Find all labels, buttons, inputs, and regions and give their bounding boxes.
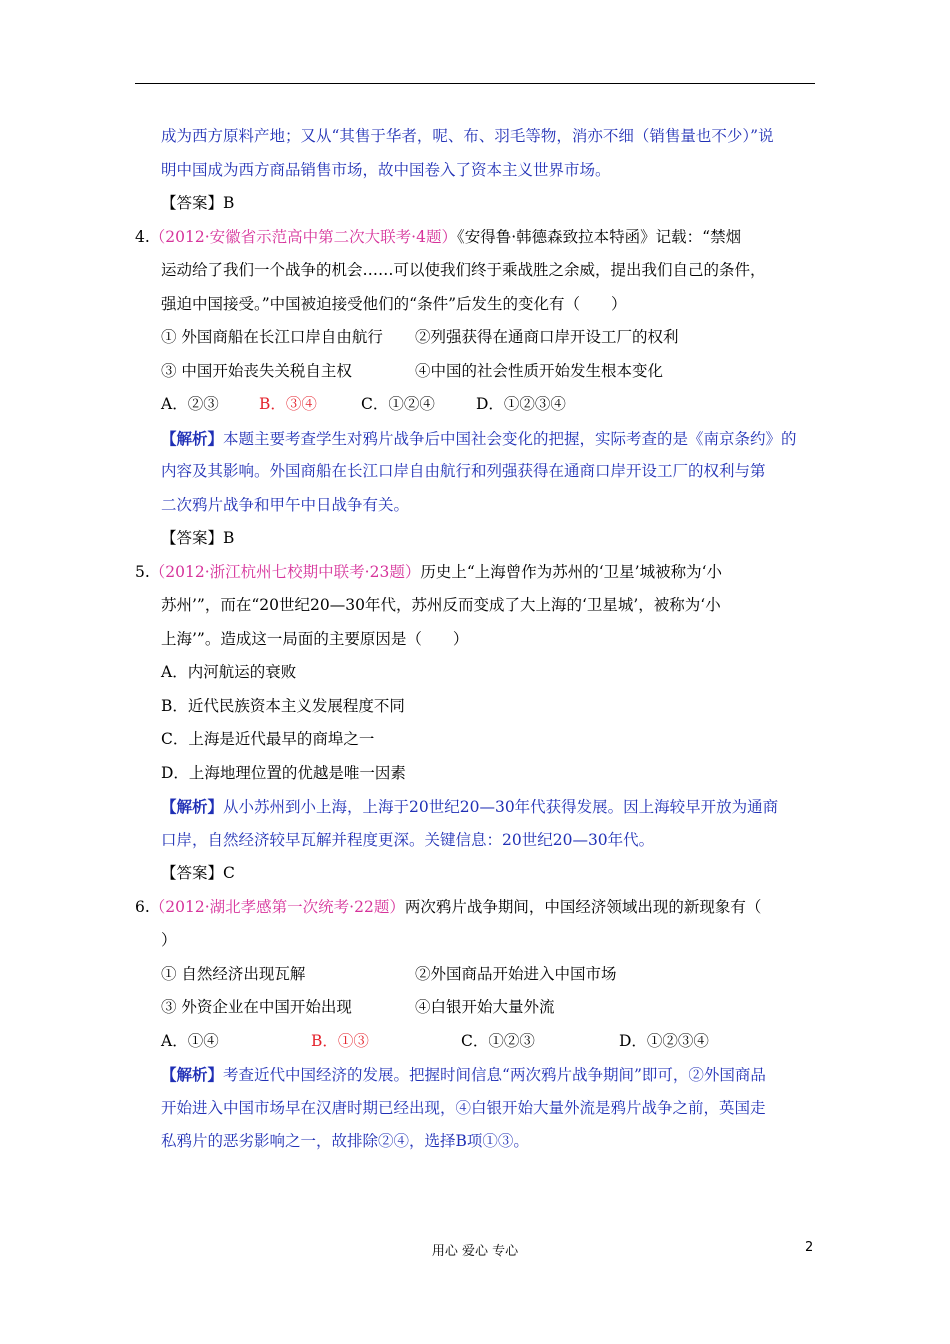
- question-source: （2012·浙江杭州七校期中联考·23题）: [149, 562, 421, 581]
- option-d: D．①②③④: [476, 395, 566, 413]
- question-text: 历史上“上海曾作为苏州的‘卫星’城被称为‘小: [420, 562, 723, 581]
- header-rule: [135, 83, 815, 84]
- analysis-line: 开始进入中国市场早在汉唐时期已经出现，④白银开始大量外流是鸦片战争之前，英国走: [161, 1098, 766, 1117]
- answer-value: B: [223, 194, 235, 212]
- item: ③ 外资企业在中国开始出现: [161, 998, 352, 1016]
- question-text: 《安得鲁·韩德森致拉本特函》记载：“禁烟: [456, 227, 742, 246]
- option-c: C．上海是近代最早的商埠之一: [161, 730, 375, 748]
- item: ③ 中国开始丧失关税自主权: [161, 361, 352, 380]
- option-a: A．②③: [161, 395, 219, 413]
- option-d: D．①②③④: [619, 1031, 709, 1050]
- question-number: 4.: [135, 227, 150, 246]
- item-row: [135, 321, 825, 355]
- answer-label: 【答案】: [161, 194, 224, 212]
- item-row: [135, 355, 825, 389]
- question-6-stem: [135, 891, 825, 925]
- options-row: [135, 388, 825, 422]
- page-body: [135, 120, 825, 1159]
- question-source: （2012·安徽省示范高中第二次大联考·4题）: [149, 227, 457, 246]
- analysis-line: 成为西方原料产地；又从“其售于华者，呢、布、羽毛等物，消亦不细（销售量也不少）”说: [161, 127, 774, 145]
- analysis-line: [135, 790, 825, 824]
- options-row: [135, 1025, 825, 1059]
- analysis-line: 口岸，自然经济较早瓦解并程度更深。关键信息：20世纪20—30年代。: [161, 830, 655, 849]
- question-text: ）: [161, 931, 177, 949]
- answer-label: 【答案】: [161, 529, 224, 547]
- analysis-label: 【解析】: [161, 1065, 224, 1084]
- question-number: 5.: [135, 562, 150, 581]
- question-text: 苏州’”，而在“20世纪20—30年代，苏州反而变成了大上海的‘卫星城’，被称为‘小: [161, 596, 721, 614]
- question-text: 两次鸦片战争期间，中国经济领域出现的新现象有（: [404, 897, 762, 916]
- analysis-text: 考查近代中国经济的发展。把握时间信息“两次鸦片战争期间”即可，②外国商品: [223, 1066, 766, 1084]
- answer-value: C: [223, 864, 235, 882]
- item-row: [135, 958, 825, 992]
- question-number: 6.: [135, 897, 150, 916]
- footer-motto: 用心 爱心 专心: [431, 1244, 519, 1259]
- item: ① 外国商船在长江口岸自由航行: [161, 328, 383, 346]
- answer-line: [135, 522, 825, 556]
- question-text: 上海’”。造成这一局面的主要原因是（ ）: [161, 629, 469, 648]
- option-c: C．①②③: [461, 1031, 535, 1050]
- answer-line: [135, 857, 825, 891]
- analysis-label: 【解析】: [161, 428, 224, 448]
- analysis-line: [135, 422, 825, 456]
- option-a: A．①④: [161, 1031, 219, 1050]
- answer-line: [135, 187, 825, 221]
- question-text: 运动给了我们一个战争的机会……可以使我们终于乘战胜之余威，提出我们自己的条件，: [161, 261, 766, 279]
- item: ②外国商品开始进入中国市场: [415, 964, 617, 983]
- analysis-line: 内容及其影响。外国商船在长江口岸自由航行和列强获得在通商口岸开设工厂的权利与第: [161, 462, 766, 480]
- option-c: C．①②④: [361, 395, 435, 413]
- answer-label: 【答案】: [161, 864, 224, 882]
- analysis-line: 私鸦片的恶劣影响之一，故排除②④，选择B项①③。: [161, 1132, 529, 1150]
- option-b-correct: B．近代民族资本主义发展程度不同: [161, 696, 405, 715]
- question-4-stem: [135, 221, 825, 255]
- option-b-correct: B．③④: [259, 395, 317, 413]
- question-text: 强迫中国接受。”中国被迫接受他们的“条件”后发生的变化有（ ）: [161, 294, 627, 313]
- item: ②列强获得在通商口岸开设工厂的权利: [415, 328, 679, 346]
- question-5-stem: [135, 556, 825, 590]
- option-a: A．内河航运的衰败: [161, 663, 297, 681]
- page-number: 2: [805, 1240, 814, 1255]
- item: ④中国的社会性质开始发生根本变化: [415, 361, 664, 380]
- item: ④白银开始大量外流: [415, 998, 555, 1016]
- item-row: [135, 991, 825, 1025]
- analysis-label: 【解析】: [161, 797, 224, 816]
- analysis-line: 明中国成为西方商品销售市场，故中国卷入了资本主义世界市场。: [161, 160, 611, 179]
- option-b-correct: B．①③: [311, 1031, 369, 1050]
- item: ① 自然经济出现瓦解: [161, 964, 306, 983]
- analysis-line: [135, 1058, 825, 1092]
- analysis-line: 二次鸦片战争和甲午中日战争有关。: [161, 495, 410, 514]
- question-source: （2012·湖北孝感第一次统考·22题）: [149, 897, 405, 916]
- answer-value: B: [223, 529, 235, 547]
- option-d: D．上海地理位置的优越是唯一因素: [161, 763, 406, 782]
- analysis-text: 本题主要考查学生对鸦片战争后中国社会变化的把握，实际考查的是《南京条约》的: [223, 429, 797, 448]
- analysis-text: 从小苏州到小上海，上海于20世纪20—30年代获得发展。因上海较早开放为通商: [223, 798, 779, 816]
